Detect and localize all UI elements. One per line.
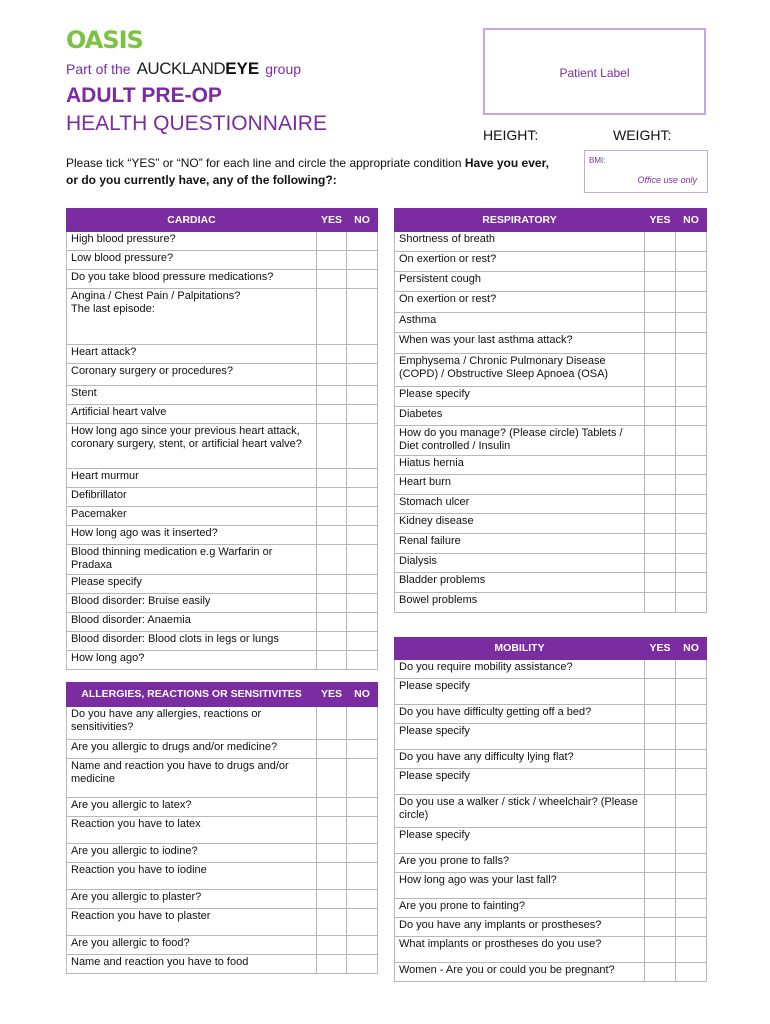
cardiac-question: Pacemaker xyxy=(67,507,317,526)
cardiac-yes-checkbox[interactable] xyxy=(317,345,347,364)
allergies-question: Reaction you have to latex xyxy=(67,817,317,844)
mobility-no-checkbox[interactable] xyxy=(676,873,707,899)
allergies-no-checkbox[interactable] xyxy=(347,863,378,890)
mobility-no-checkbox[interactable] xyxy=(676,828,707,854)
mobility-row xyxy=(395,679,707,705)
cardiac-no-checkbox[interactable] xyxy=(347,232,378,251)
allergies-no-checkbox[interactable] xyxy=(347,759,378,798)
mobility-no-checkbox[interactable] xyxy=(676,750,707,769)
mobility-question: Do you have any implants or prostheses? xyxy=(395,918,645,937)
respiratory-row xyxy=(395,387,707,407)
cardiac-yes-checkbox[interactable] xyxy=(317,613,347,632)
respiratory-yes-checkbox[interactable] xyxy=(645,292,676,313)
allergies-yes-checkbox[interactable] xyxy=(317,955,347,974)
respiratory-question: On exertion or rest? xyxy=(395,252,645,272)
mobility-question: Are you prone to falls? xyxy=(395,854,645,873)
allergies-no-checkbox[interactable] xyxy=(347,890,378,909)
instructions xyxy=(66,155,556,189)
mobility-row xyxy=(395,918,707,937)
cardiac-row xyxy=(67,526,378,545)
allergies-no-checkbox[interactable] xyxy=(347,798,378,817)
respiratory-yes-checkbox[interactable] xyxy=(645,534,676,554)
allergies-row xyxy=(67,863,378,890)
logo-auckland: AUCKLAND xyxy=(136,59,226,78)
cardiac-no-checkbox[interactable] xyxy=(347,405,378,424)
allergies-row xyxy=(67,798,378,817)
cardiac-no-checkbox[interactable] xyxy=(347,364,378,386)
respiratory-no-checkbox[interactable] xyxy=(676,475,707,495)
allergies-no-checkbox[interactable] xyxy=(347,955,378,974)
mobility-yes-checkbox[interactable] xyxy=(645,828,676,854)
respiratory-question: Bladder problems xyxy=(395,573,645,593)
cardiac-yes-checkbox[interactable] xyxy=(317,651,347,670)
mobility-row xyxy=(395,660,707,679)
allergies-yes-checkbox[interactable] xyxy=(317,844,347,863)
cardiac-question: Defibrillator xyxy=(67,488,317,507)
allergies-question: Are you allergic to latex? xyxy=(67,798,317,817)
cardiac-row xyxy=(67,270,378,289)
cardiac-yes-checkbox[interactable] xyxy=(317,488,347,507)
respiratory-no-checkbox[interactable] xyxy=(676,333,707,354)
respiratory-row xyxy=(395,407,707,426)
respiratory-yes-checkbox[interactable] xyxy=(645,232,676,252)
cardiac-question: Heart attack? xyxy=(67,345,317,364)
cardiac-row xyxy=(67,594,378,613)
mobility-no-checkbox[interactable] xyxy=(676,937,707,963)
instructions-text: Please tick “YES” or “NO” for each line and circle the appropriate condition xyxy=(66,156,465,170)
cardiac-row xyxy=(67,424,378,469)
respiratory-row xyxy=(395,534,707,554)
cardiac-row xyxy=(67,632,378,651)
cardiac-yes-checkbox[interactable] xyxy=(317,424,347,469)
cardiac-yes-checkbox[interactable] xyxy=(317,632,347,651)
cardiac-question: Blood disorder: Blood clots in legs or lungs xyxy=(67,632,317,651)
cardiac-row xyxy=(67,488,378,507)
cardiac-no-checkbox[interactable] xyxy=(347,270,378,289)
mobility-yes-checkbox[interactable] xyxy=(645,795,676,828)
cardiac-no-checkbox[interactable] xyxy=(347,651,378,670)
cardiac-question: Blood disorder: Anaemia xyxy=(67,613,317,632)
allergies-question: Reaction you have to plaster xyxy=(67,909,317,936)
allergies-yes-checkbox[interactable] xyxy=(317,890,347,909)
mobility-question: What implants or prostheses do you use? xyxy=(395,937,645,963)
mobility-row xyxy=(395,828,707,854)
respiratory-no-checkbox[interactable] xyxy=(676,426,707,456)
respiratory-table xyxy=(394,208,707,613)
respiratory-yes-checkbox[interactable] xyxy=(645,456,676,475)
page-subtitle: HEALTH QUESTIONNAIRE xyxy=(66,112,327,135)
mobility-no-checkbox[interactable] xyxy=(676,724,707,750)
respiratory-no-checkbox[interactable] xyxy=(676,387,707,407)
patient-label-box[interactable] xyxy=(483,28,706,115)
mobility-no-checkbox[interactable] xyxy=(676,918,707,937)
mobility-question: Please specify xyxy=(395,828,645,854)
cardiac-no-header: NO xyxy=(347,209,378,232)
respiratory-yes-checkbox[interactable] xyxy=(645,333,676,354)
respiratory-row xyxy=(395,292,707,313)
respiratory-no-checkbox[interactable] xyxy=(676,292,707,313)
respiratory-yes-checkbox[interactable] xyxy=(645,407,676,426)
cardiac-yes-checkbox[interactable] xyxy=(317,251,347,270)
respiratory-question: On exertion or rest? xyxy=(395,292,645,313)
cardiac-row xyxy=(67,386,378,405)
respiratory-no-checkbox[interactable] xyxy=(676,554,707,573)
respiratory-header: RESPIRATORY xyxy=(395,209,645,232)
cardiac-table xyxy=(66,208,378,670)
bmi-label: BMI: xyxy=(589,156,606,165)
allergies-yes-checkbox[interactable] xyxy=(317,759,347,798)
respiratory-row xyxy=(395,272,707,292)
cardiac-no-checkbox[interactable] xyxy=(347,526,378,545)
mobility-yes-checkbox[interactable] xyxy=(645,918,676,937)
cardiac-row xyxy=(67,289,378,345)
allergies-question: Reaction you have to iodine xyxy=(67,863,317,890)
mobility-row xyxy=(395,937,707,963)
mobility-yes-checkbox[interactable] xyxy=(645,750,676,769)
respiratory-yes-checkbox[interactable] xyxy=(645,593,676,613)
respiratory-yes-checkbox[interactable] xyxy=(645,573,676,593)
respiratory-row xyxy=(395,495,707,514)
allergies-row xyxy=(67,759,378,798)
respiratory-question: Stomach ulcer xyxy=(395,495,645,514)
respiratory-yes-header: YES xyxy=(645,209,676,232)
mobility-question: Women - Are you or could you be pregnant? xyxy=(395,963,645,982)
allergies-row xyxy=(67,817,378,844)
mobility-table xyxy=(394,637,707,982)
respiratory-question: Shortness of breath xyxy=(395,232,645,252)
respiratory-question: Dialysis xyxy=(395,554,645,573)
cardiac-yes-checkbox[interactable] xyxy=(317,526,347,545)
respiratory-yes-checkbox[interactable] xyxy=(645,495,676,514)
instructions-question: Have you ever, or do you currently have, any of the following?: xyxy=(66,156,549,187)
mobility-yes-checkbox[interactable] xyxy=(645,963,676,982)
allergies-row xyxy=(67,936,378,955)
respiratory-row xyxy=(395,313,707,333)
respiratory-row xyxy=(395,232,707,252)
height-label: HEIGHT: xyxy=(483,127,539,143)
mobility-row xyxy=(395,795,707,828)
respiratory-question: Heart burn xyxy=(395,475,645,495)
mobility-question: Please specify xyxy=(395,679,645,705)
cardiac-no-checkbox[interactable] xyxy=(347,613,378,632)
allergies-yes-checkbox[interactable] xyxy=(317,936,347,955)
mobility-no-checkbox[interactable] xyxy=(676,899,707,918)
mobility-yes-checkbox[interactable] xyxy=(645,679,676,705)
respiratory-yes-checkbox[interactable] xyxy=(645,475,676,495)
respiratory-question: Diabetes xyxy=(395,407,645,426)
mobility-yes-checkbox[interactable] xyxy=(645,705,676,724)
cardiac-row xyxy=(67,232,378,251)
mobility-yes-checkbox[interactable] xyxy=(645,660,676,679)
logo-eye: EYE xyxy=(225,59,260,78)
allergies-row xyxy=(67,955,378,974)
logo-tagline xyxy=(66,59,301,79)
cardiac-row xyxy=(67,469,378,488)
allergies-no-checkbox[interactable] xyxy=(347,936,378,955)
cardiac-question: Coronary surgery or procedures? xyxy=(67,364,317,386)
respiratory-no-checkbox[interactable] xyxy=(676,514,707,534)
mobility-yes-checkbox[interactable] xyxy=(645,873,676,899)
cardiac-no-checkbox[interactable] xyxy=(347,469,378,488)
respiratory-no-checkbox[interactable] xyxy=(676,252,707,272)
mobility-row xyxy=(395,769,707,795)
respiratory-no-checkbox[interactable] xyxy=(676,232,707,252)
cardiac-question: Blood thinning medication e.g Warfarin or Pradaxa xyxy=(67,545,317,575)
cardiac-row xyxy=(67,545,378,575)
allergies-no-header: NO xyxy=(347,683,378,707)
cardiac-question: Do you take blood pressure medications? xyxy=(67,270,317,289)
respiratory-row xyxy=(395,354,707,387)
cardiac-yes-checkbox[interactable] xyxy=(317,575,347,594)
mobility-yes-checkbox[interactable] xyxy=(645,724,676,750)
mobility-yes-checkbox[interactable] xyxy=(645,899,676,918)
respiratory-row xyxy=(395,573,707,593)
respiratory-no-header: NO xyxy=(676,209,707,232)
cardiac-row xyxy=(67,251,378,270)
mobility-question: Are you prone to fainting? xyxy=(395,899,645,918)
mobility-yes-header: YES xyxy=(645,638,676,660)
respiratory-no-checkbox[interactable] xyxy=(676,354,707,387)
allergies-row xyxy=(67,844,378,863)
mobility-no-checkbox[interactable] xyxy=(676,854,707,873)
allergies-yes-header: YES xyxy=(317,683,347,707)
cardiac-yes-checkbox[interactable] xyxy=(317,545,347,575)
allergies-no-checkbox[interactable] xyxy=(347,817,378,844)
cardiac-no-checkbox[interactable] xyxy=(347,251,378,270)
respiratory-question: Bowel problems xyxy=(395,593,645,613)
mobility-header: MOBILITY xyxy=(395,638,645,660)
respiratory-no-checkbox[interactable] xyxy=(676,313,707,333)
allergies-question: Do you have any allergies, reactions or sensitivities? xyxy=(67,707,317,740)
mobility-row xyxy=(395,899,707,918)
respiratory-question: Emphysema / Chronic Pulmonary Disease (COPD) / Obstructive Sleep Apnoea (OSA) xyxy=(395,354,645,387)
respiratory-yes-checkbox[interactable] xyxy=(645,554,676,573)
patient-label-text: Patient Label xyxy=(559,66,630,80)
respiratory-no-checkbox[interactable] xyxy=(676,456,707,475)
respiratory-row xyxy=(395,456,707,475)
mobility-yes-checkbox[interactable] xyxy=(645,769,676,795)
allergies-question: Are you allergic to food? xyxy=(67,936,317,955)
mobility-question: Do you use a walker / stick / wheelchair? (Please circle) xyxy=(395,795,645,828)
logo-group: group xyxy=(265,61,302,77)
respiratory-question: Please specify xyxy=(395,387,645,407)
mobility-no-checkbox[interactable] xyxy=(676,660,707,679)
cardiac-question: How long ago? xyxy=(67,651,317,670)
mobility-question: Do you have difficulty getting off a bed? xyxy=(395,705,645,724)
respiratory-yes-checkbox[interactable] xyxy=(645,354,676,387)
allergies-row xyxy=(67,707,378,740)
cardiac-yes-header: YES xyxy=(317,209,347,232)
mobility-row xyxy=(395,963,707,982)
mobility-no-checkbox[interactable] xyxy=(676,963,707,982)
cardiac-question: How long ago since your previous heart attack, coronary surgery, stent, or artificial heart valve? xyxy=(67,424,317,469)
respiratory-no-checkbox[interactable] xyxy=(676,495,707,514)
cardiac-no-checkbox[interactable] xyxy=(347,345,378,364)
allergies-yes-checkbox[interactable] xyxy=(317,817,347,844)
allergies-row xyxy=(67,740,378,759)
cardiac-no-checkbox[interactable] xyxy=(347,488,378,507)
respiratory-question: Renal failure xyxy=(395,534,645,554)
mobility-row xyxy=(395,750,707,769)
allergies-yes-checkbox[interactable] xyxy=(317,740,347,759)
cardiac-yes-checkbox[interactable] xyxy=(317,386,347,405)
allergies-yes-checkbox[interactable] xyxy=(317,707,347,740)
mobility-no-header: NO xyxy=(676,638,707,660)
respiratory-row xyxy=(395,514,707,534)
cardiac-question: Please specify xyxy=(67,575,317,594)
logo-part-of: Part of the xyxy=(66,61,131,77)
respiratory-no-checkbox[interactable] xyxy=(676,534,707,554)
mobility-question: Please specify xyxy=(395,769,645,795)
mobility-no-checkbox[interactable] xyxy=(676,679,707,705)
mobility-no-checkbox[interactable] xyxy=(676,769,707,795)
respiratory-no-checkbox[interactable] xyxy=(676,593,707,613)
allergies-no-checkbox[interactable] xyxy=(347,909,378,936)
respiratory-row xyxy=(395,554,707,573)
cardiac-no-checkbox[interactable] xyxy=(347,575,378,594)
cardiac-question: Stent xyxy=(67,386,317,405)
cardiac-row xyxy=(67,364,378,386)
mobility-yes-checkbox[interactable] xyxy=(645,854,676,873)
cardiac-yes-checkbox[interactable] xyxy=(317,405,347,424)
allergies-question: Are you allergic to drugs and/or medicine? xyxy=(67,740,317,759)
respiratory-row xyxy=(395,252,707,272)
cardiac-row xyxy=(67,613,378,632)
respiratory-yes-checkbox[interactable] xyxy=(645,252,676,272)
allergies-no-checkbox[interactable] xyxy=(347,844,378,863)
cardiac-yes-checkbox[interactable] xyxy=(317,289,347,345)
cardiac-yes-checkbox[interactable] xyxy=(317,364,347,386)
mobility-row xyxy=(395,705,707,724)
respiratory-row xyxy=(395,593,707,613)
cardiac-row xyxy=(67,345,378,364)
cardiac-yes-checkbox[interactable] xyxy=(317,232,347,251)
respiratory-no-checkbox[interactable] xyxy=(676,407,707,426)
respiratory-question: How do you manage? (Please circle) Tablets / Diet controlled / Insulin xyxy=(395,426,645,456)
cardiac-header: CARDIAC xyxy=(67,209,317,232)
mobility-question: Do you have any difficulty lying flat? xyxy=(395,750,645,769)
cardiac-no-checkbox[interactable] xyxy=(347,594,378,613)
mobility-row xyxy=(395,854,707,873)
respiratory-row xyxy=(395,475,707,495)
bmi-box[interactable] xyxy=(584,150,708,193)
respiratory-question: Hiatus hernia xyxy=(395,456,645,475)
mobility-yes-checkbox[interactable] xyxy=(645,937,676,963)
page-title: ADULT PRE-OP xyxy=(66,84,222,107)
allergies-question: Are you allergic to iodine? xyxy=(67,844,317,863)
respiratory-yes-checkbox[interactable] xyxy=(645,272,676,292)
cardiac-question: How long ago was it inserted? xyxy=(67,526,317,545)
respiratory-question: When was your last asthma attack? xyxy=(395,333,645,354)
logo-wordmark: OASIS xyxy=(66,26,143,54)
allergies-no-checkbox[interactable] xyxy=(347,707,378,740)
cardiac-yes-checkbox[interactable] xyxy=(317,469,347,488)
cardiac-no-checkbox[interactable] xyxy=(347,545,378,575)
allergies-yes-checkbox[interactable] xyxy=(317,909,347,936)
allergies-yes-checkbox[interactable] xyxy=(317,863,347,890)
respiratory-no-checkbox[interactable] xyxy=(676,272,707,292)
cardiac-no-checkbox[interactable] xyxy=(347,632,378,651)
allergies-table xyxy=(66,682,378,974)
cardiac-row xyxy=(67,651,378,670)
cardiac-question: Angina / Chest Pain / Palpitations? The last episode: xyxy=(67,289,317,345)
office-use-label: Office use only xyxy=(637,175,697,185)
cardiac-yes-checkbox[interactable] xyxy=(317,507,347,526)
cardiac-question: Heart murmur xyxy=(67,469,317,488)
allergies-row xyxy=(67,909,378,936)
cardiac-row xyxy=(67,575,378,594)
mobility-no-checkbox[interactable] xyxy=(676,795,707,828)
mobility-question: Please specify xyxy=(395,724,645,750)
allergies-question: Name and reaction you have to food xyxy=(67,955,317,974)
cardiac-question: High blood pressure? xyxy=(67,232,317,251)
allergies-question: Name and reaction you have to drugs and/or medicine xyxy=(67,759,317,798)
cardiac-row xyxy=(67,405,378,424)
cardiac-no-checkbox[interactable] xyxy=(347,507,378,526)
cardiac-row xyxy=(67,507,378,526)
cardiac-no-checkbox[interactable] xyxy=(347,289,378,345)
respiratory-yes-checkbox[interactable] xyxy=(645,313,676,333)
mobility-question: How long ago was your last fall? xyxy=(395,873,645,899)
allergies-header: ALLERGIES, REACTIONS OR SENSITIVITES xyxy=(67,683,317,707)
respiratory-yes-checkbox[interactable] xyxy=(645,426,676,456)
respiratory-yes-checkbox[interactable] xyxy=(645,387,676,407)
mobility-no-checkbox[interactable] xyxy=(676,705,707,724)
mobility-row xyxy=(395,724,707,750)
respiratory-question: Kidney disease xyxy=(395,514,645,534)
allergies-yes-checkbox[interactable] xyxy=(317,798,347,817)
allergies-question: Are you allergic to plaster? xyxy=(67,890,317,909)
allergies-no-checkbox[interactable] xyxy=(347,740,378,759)
respiratory-row xyxy=(395,426,707,456)
weight-label: WEIGHT: xyxy=(613,127,672,143)
cardiac-yes-checkbox[interactable] xyxy=(317,594,347,613)
cardiac-no-checkbox[interactable] xyxy=(347,386,378,405)
respiratory-no-checkbox[interactable] xyxy=(676,573,707,593)
respiratory-yes-checkbox[interactable] xyxy=(645,514,676,534)
respiratory-question: Asthma xyxy=(395,313,645,333)
cardiac-question: Blood disorder: Bruise easily xyxy=(67,594,317,613)
respiratory-row xyxy=(395,333,707,354)
cardiac-question: Artificial heart valve xyxy=(67,405,317,424)
cardiac-yes-checkbox[interactable] xyxy=(317,270,347,289)
mobility-question: Do you require mobility assistance? xyxy=(395,660,645,679)
cardiac-question: Low blood pressure? xyxy=(67,251,317,270)
allergies-row xyxy=(67,890,378,909)
mobility-row xyxy=(395,873,707,899)
respiratory-question: Persistent cough xyxy=(395,272,645,292)
cardiac-no-checkbox[interactable] xyxy=(347,424,378,469)
